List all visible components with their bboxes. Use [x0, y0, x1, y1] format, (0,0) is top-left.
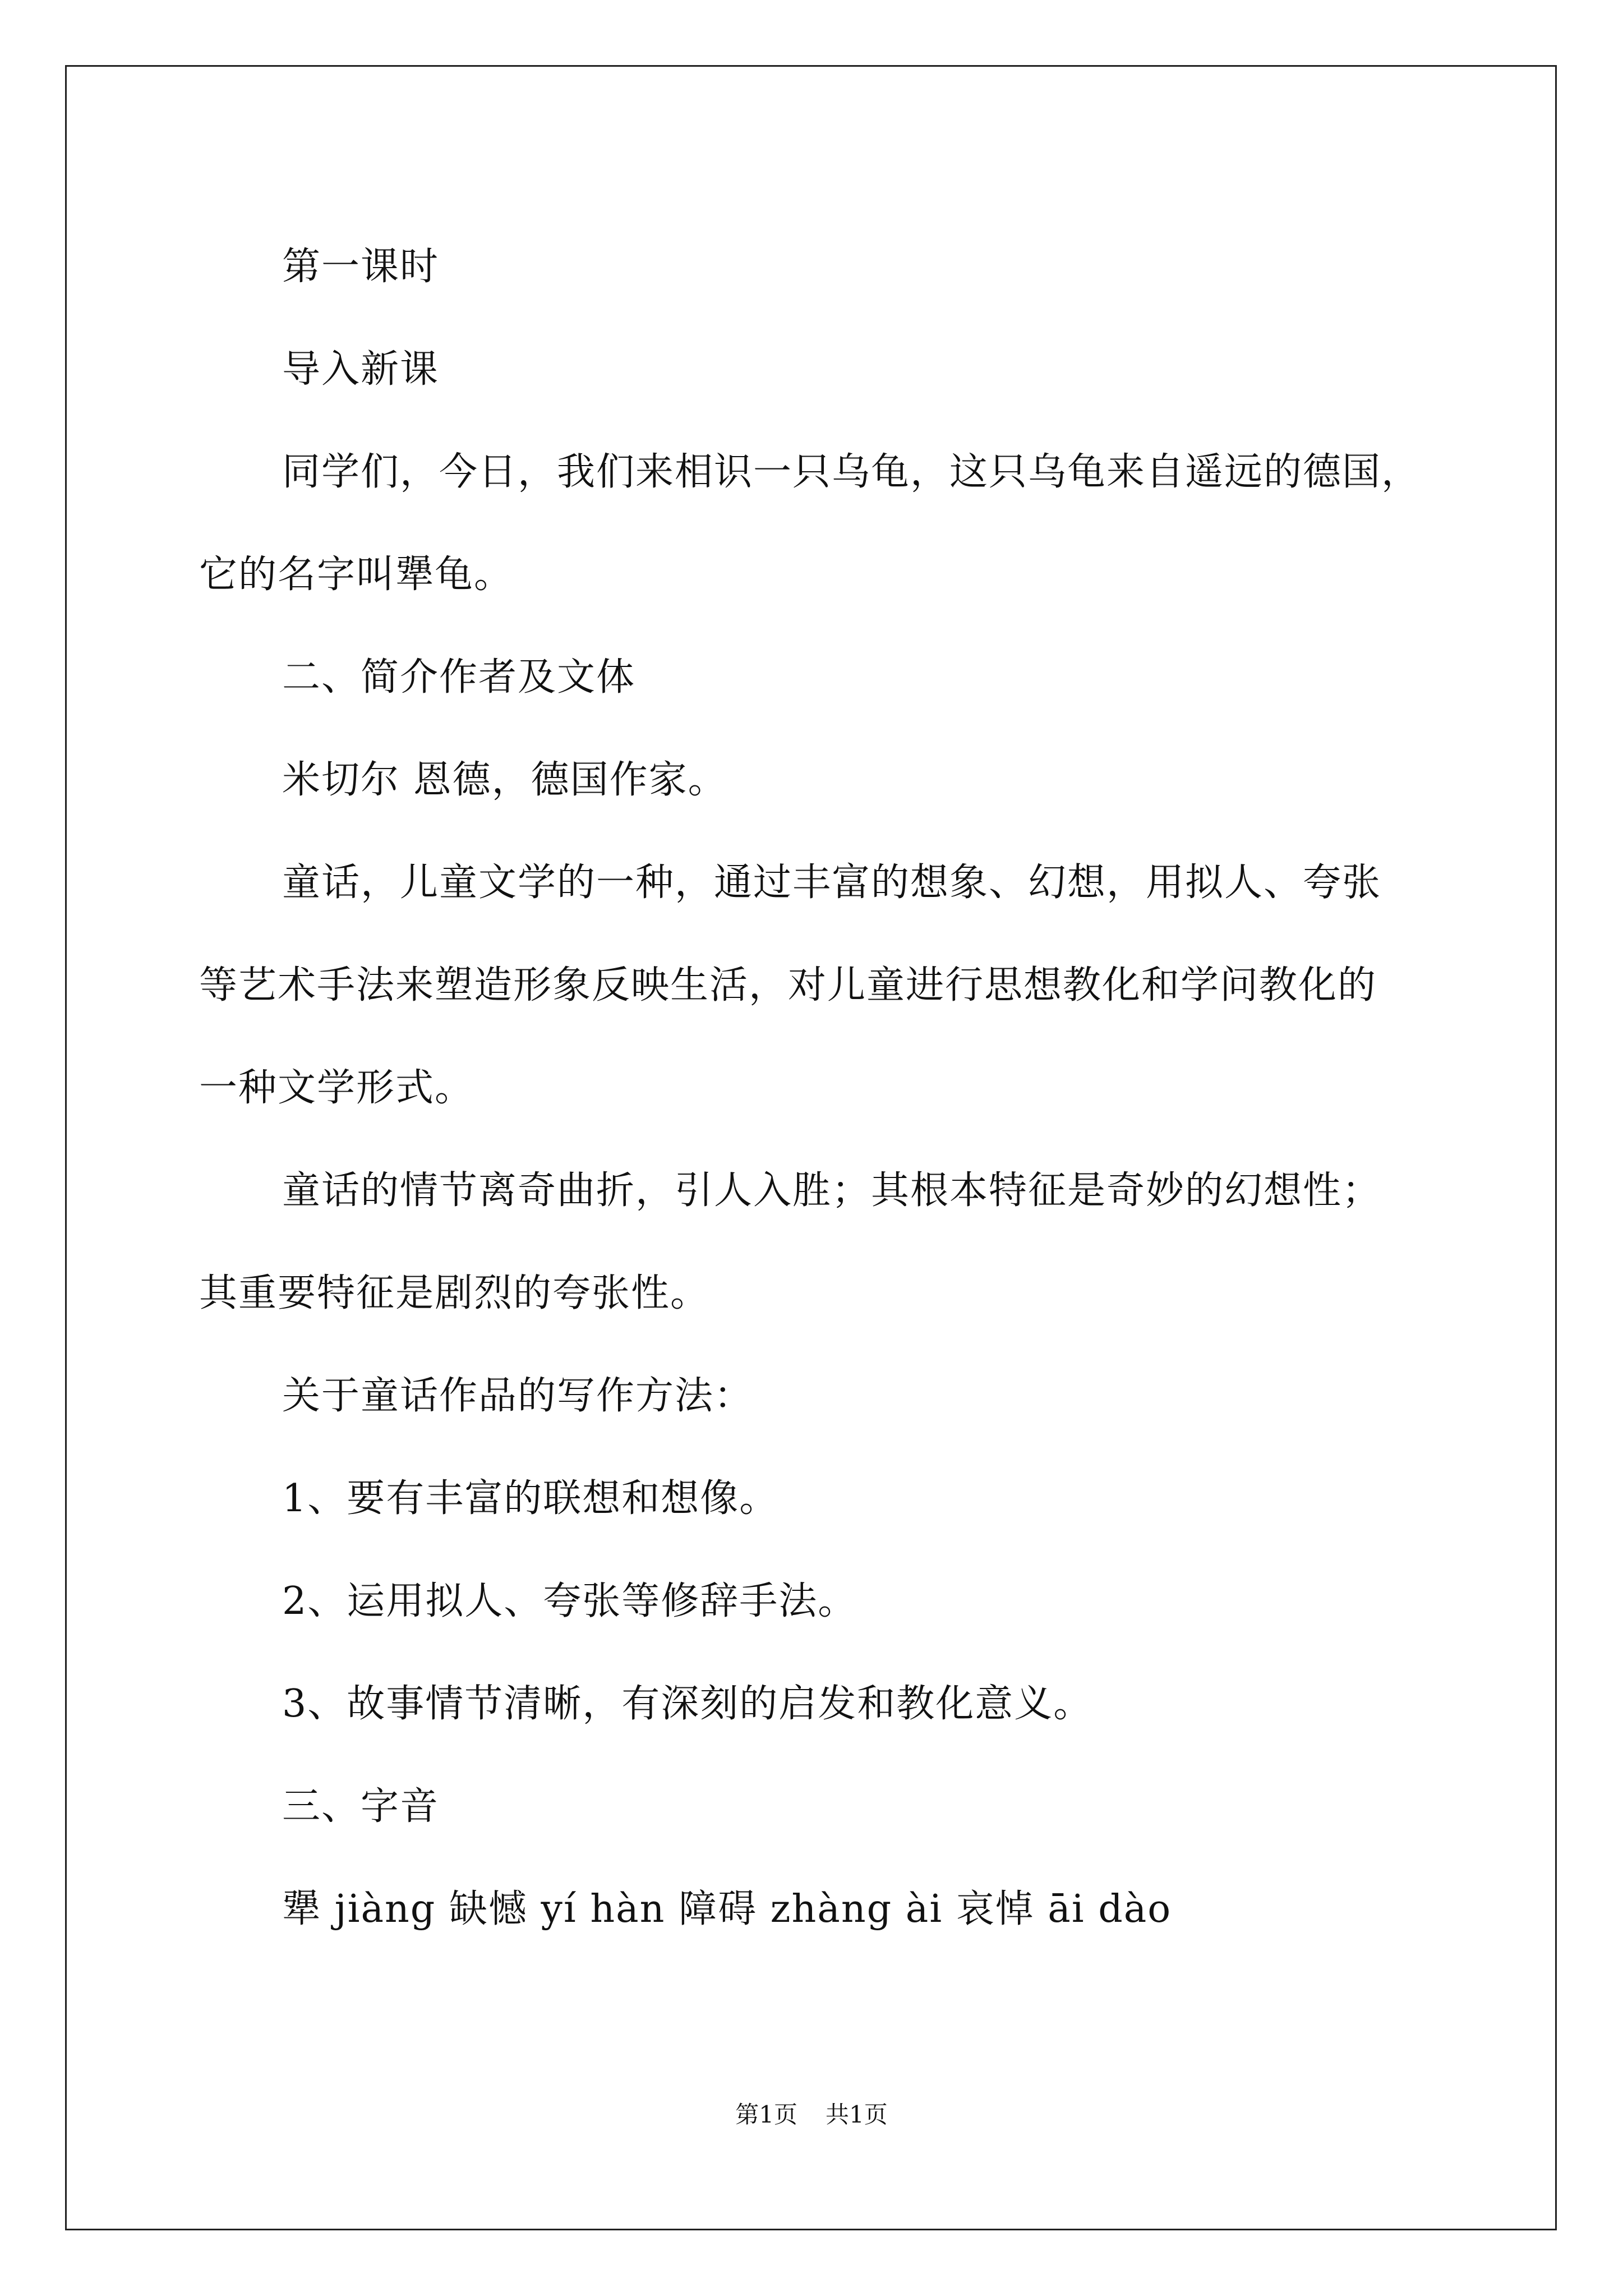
paragraph-line: 等艺术手法来塑造形象反映生活，对儿童进行思想教化和学问教化的: [199, 963, 1377, 1007]
paragraph-line: 犟 jiàng 缺憾 yí hàn 障碍 zhàng ài 哀悼 āi dào: [282, 1887, 1172, 1931]
document-body: [199, 215, 1450, 1961]
paragraph-fairy-tale-features: [199, 1139, 1450, 1345]
paragraph-line: 童话的情节离奇曲折，引人入胜；其根本特征是奇妙的幻想性；: [282, 1168, 1382, 1213]
paragraph-pronunciation: [199, 1858, 1450, 1961]
paragraph-method-one: [199, 1447, 1450, 1550]
paragraph-line: 同学们，今日，我们来相识一只乌龟，这只乌龟来自遥远的德国，: [282, 450, 1421, 494]
page-number: 第1页: [735, 2101, 797, 2128]
paragraph-section-three-heading: [199, 1755, 1450, 1858]
paragraph-line: 它的名字叫犟龟。: [199, 553, 514, 597]
paragraph-line: 关于童话作品的写作方法：: [282, 1374, 754, 1418]
paragraph-fairy-tale-definition: [199, 831, 1450, 1139]
paragraph-writing-methods-heading: [199, 1345, 1450, 1447]
paragraph-line: 二、简介作者及文体: [282, 655, 636, 700]
paragraph-line: 三、字音: [282, 1784, 440, 1829]
paragraph-line: 其重要特征是剧烈的夸张性。: [199, 1271, 710, 1315]
paragraph-line: 米切尔 恩德，德国作家。: [282, 758, 727, 802]
page-total: 共1页: [826, 2101, 888, 2128]
paragraph-line: 一种文学形式。: [199, 1066, 474, 1110]
paragraph-method-two: [199, 1550, 1450, 1653]
paragraph-line: 3、故事情节清晰，有深刻的启发和教化意义。: [282, 1682, 1093, 1726]
paragraph-intro-heading: [199, 318, 1450, 421]
paragraph-author: [199, 729, 1450, 831]
paragraph-line: 童话，儿童文学的一种，通过丰富的想象、幻想，用拟人、夸张: [282, 861, 1382, 905]
page-footer: [0, 2098, 1623, 2132]
paragraph-line: 1、要有丰富的联想和想像。: [282, 1476, 779, 1521]
paragraph-method-three: [199, 1653, 1450, 1755]
paragraph-lesson-title: [199, 215, 1450, 318]
paragraph-line: 第一课时: [282, 245, 440, 289]
paragraph-intro: [199, 421, 1450, 626]
paragraph-line: 2、运用拟人、夸张等修辞手法。: [282, 1579, 857, 1623]
paragraph-section-two-heading: [199, 626, 1450, 729]
paragraph-line: 导入新课: [282, 347, 440, 392]
